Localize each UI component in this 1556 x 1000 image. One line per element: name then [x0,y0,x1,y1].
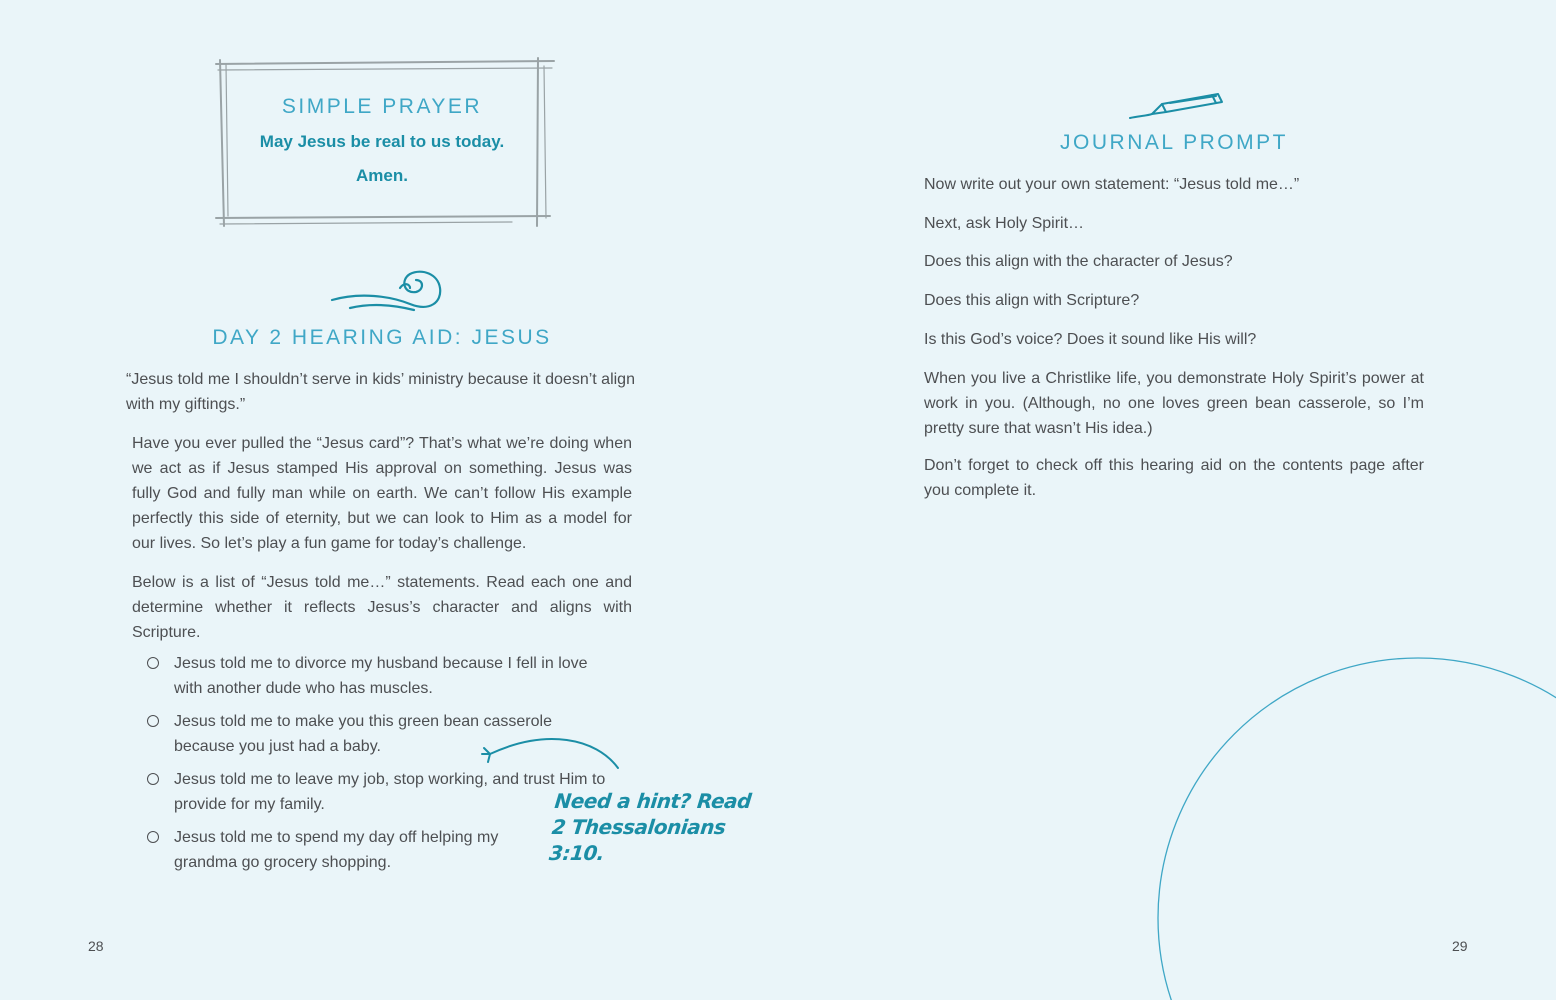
journal-line-1: Now write out your own statement: “Jesus told me…” [924,176,1300,193]
pencil-icon [1126,90,1230,122]
circle-checkbox-icon[interactable] [147,657,159,669]
curved-arrow-icon [476,728,626,776]
day-heading: DAY 2 HEARING AID: JESUS [212,326,552,349]
prayer-line-1: May Jesus be real to us today. [259,132,505,151]
journal-paragraph-christlike: When you live a Christlike life, you demonstrate Holy Spirit’s power at work in you. (Although, no one loves green bean casserole, so I’m pretty sure that wasn’t His idea.) [924,370,1424,437]
journal-line-5: Is this God’s voice? Does it sound like His will? [924,331,1257,348]
checklist-item-text: Jesus told me to leave my job, stop working, and trust Him to provide for my family. [174,771,606,813]
hint-note [548,788,756,866]
circle-checkbox-icon[interactable] [147,773,159,785]
journal-line-2: Next, ask Holy Spirit… [924,215,1085,232]
paragraph-jesus-card: Have you ever pulled the “Jesus card”? That’s what we’re doing when we act as if Jesus stamped His approval on something. Jesus was fully God and fully man while on earth. We can’t follow His example perfectly this side of eternity, but we can look to Him as a model for our lives. So let’s play a fun game for today’s challenge. [132,435,632,552]
journal-heading: JOURNAL PROMPT [1060,131,1288,154]
hint-line-2: 2 Thessalonians 3:10. [548,815,727,865]
journal-line-4: Does this align with Scripture? [924,292,1140,309]
prayer-line-2: Amen. [356,166,408,185]
page-number-left: 28 [88,938,104,954]
checklist-item[interactable] [146,825,554,875]
decorative-circle [1150,650,1556,1000]
checklist-item-text: Jesus told me to spend my day off helping my grandma go grocery shopping. [174,829,499,871]
checklist-item-text: Jesus told me to divorce my husband because I fell in love with another dude who has muscles. [174,655,588,697]
hint-line-1: Need a hint? Read [553,789,753,813]
journal-line-3: Does this align with the character of Jesus? [924,253,1233,270]
prayer-heading: SIMPLE PRAYER [281,95,483,118]
page-number-right: 29 [1452,938,1468,954]
intro-quote: “Jesus told me I shouldn’t serve in kids’ ministry because it doesn’t align with my giftings.” [126,371,635,413]
wave-swirl-icon [330,266,446,316]
checklist-item-text: Jesus told me to make you this green bean casserole because you just had a baby. [174,713,552,755]
circle-checkbox-icon[interactable] [147,715,159,727]
paragraph-list-intro: Below is a list of “Jesus told me…” statements. Read each one and determine whether it reflects Jesus’s character and aligns with Scripture. [132,574,632,641]
journal-paragraph-check-off: Don’t forget to check off this hearing aid on the contents page after you complete it. [924,457,1424,499]
circle-checkbox-icon[interactable] [147,831,159,843]
checklist-item[interactable] [146,651,606,701]
